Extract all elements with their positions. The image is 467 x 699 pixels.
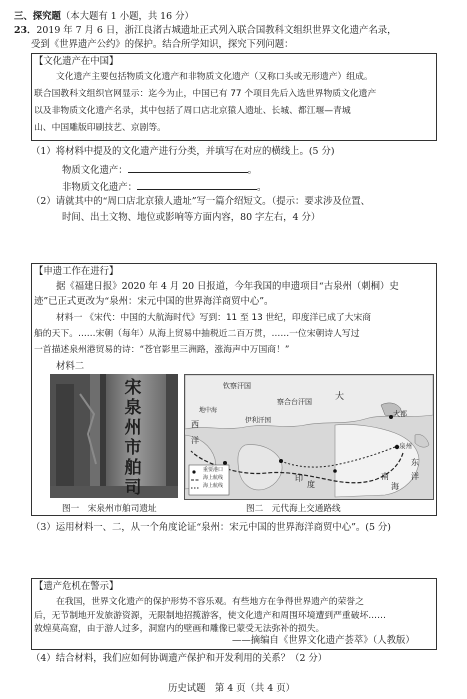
question-3: （3）运用材料一、二，从一个角度论证“泉州：宋元中国的世界海洋商贸中心”。(5 分) [31, 522, 391, 533]
figure-2-caption: 图二 元代海上交通路线 [246, 504, 341, 514]
question-stem-line-1: 23．2019 年 7 月 6 日，浙江良渚古城遗址正式列入联合国教科文组织世界文化遗产名录， [14, 25, 397, 36]
section-header [14, 11, 194, 23]
map-label-hai-2: 海 [391, 482, 399, 491]
answer-blank-material[interactable] [128, 163, 248, 173]
map-label-dong: 东 [411, 458, 419, 467]
question-2-line-2: 时间、出土文物、地位或影响等方面内容，80 字左右，4 分） [62, 212, 321, 223]
source-citation: ——摘编自《世界文化遗产荟萃》（人教版） [232, 635, 415, 646]
question-4: （4）结合材料，我们应如何协调遗产保护和开发利用的关系？（2 分） [31, 653, 328, 664]
answer-line-intangible: 非物质文化遗产： 。 [62, 182, 267, 193]
map-label-kipchak: 钦察汗国 [223, 382, 251, 390]
material-box-application: 【申遗工作在进行】 据《福建日报》2020 年 4 月 20 日报道，今年我国的申遗项目“古泉州（刺桐）史 迹”已正式更改为“泉州：宋元中国的世界海洋商贸中心”。 材料一 《宋代：中国的大航海时代》写到：11 至 13 世纪，印度洋已成了大宋商 船的天下。……宋朝（每年）从海上贸易中抽税近二百万贯，……一位宋朝诗人写过 一首描述泉州港贸易的诗：“苍官影里三洲路，涨海声中万国商！” 材料二 宋泉州市舶司 重要港口 海上航线 海上航线 钦察汗国 察合台汗国 伊利汗国 大都 泉州 大 西 洋 印 度 地中海 东 洋 南 海 图一 宋泉州市舶司遗址 图二 元代海上交通路线 [31, 263, 437, 516]
answer-blank-intangible[interactable] [137, 180, 257, 190]
figure-1-photo [50, 374, 178, 498]
question-1: （1）将材料中提及的文化遗产进行分类，并填写在对应的横线上。(5 分) [31, 146, 335, 157]
map-label-yang: 洋 [191, 436, 199, 445]
stele-photo-illustration [50, 374, 178, 498]
stele-inscription: 宋泉州市舶司 [124, 378, 142, 498]
material-2-label: 材料二 [56, 361, 85, 372]
answer-line-material: 物质文化遗产： 。 [62, 165, 258, 176]
section-title: 三、探究题 [14, 11, 61, 22]
map-label-da: 大 [335, 392, 345, 402]
map-label-dadu: 大都 [393, 410, 407, 418]
map-label-quanzhou: 泉州 [399, 442, 412, 450]
map-label-nan: 南 [381, 472, 389, 481]
box-title: 【申遗工作在进行】 [34, 266, 119, 277]
box-title: 【遗产危机在警示】 [34, 581, 119, 592]
question-stem-line-2: 受到《世界遗产公约》的保护。结合所学知识，探究下列问题： [31, 39, 294, 50]
map-label-mediterranean: 地中海 [199, 407, 218, 414]
map-label-yin: 印 [295, 474, 303, 483]
map-label-chagatai: 察合台汗国 [277, 398, 312, 406]
page-footer: 历史试题 第 4 页（共 4 页） [168, 683, 295, 694]
figure-1-caption: 图一 宋泉州市舶司遗址 [62, 504, 157, 514]
box-title: 【文化遗产在中国】 [34, 56, 119, 67]
map-label-xi: 西 [191, 420, 199, 429]
map-label-hai: 洋 [411, 472, 419, 481]
map-label-du: 度 [307, 480, 315, 489]
question-2-line-1: （2）请就其中的“周口店北京猿人遗址”写一篇介绍短文。（提示：要求涉及位置、 [31, 196, 370, 207]
map-legend: 重要港口 海上航线 海上航线 [203, 467, 224, 489]
question-number: 23． [14, 25, 37, 36]
section-note: （本大题有 1 小题，共 16 分） [60, 11, 194, 22]
material-box-heritage-in-china: 【文化遗产在中国】 文化遗产主要包括物质文化遗产和非物质文化遗产（又称口头或无形遗产）组成。 联合国教科文组织官网显示：迄今为止，中国已有 77 个项目先后入选世界物质文化遗产 以及非物质文化遗产名录，其中包括了周口店北京猿人遗址、长城、都江堰—青城 山、中国雕版印刷技艺、京剧等。 [31, 53, 437, 141]
map-label-ilkhanate: 伊利汗国 [245, 416, 271, 424]
material-box-heritage-crisis: 【遗产危机在警示】 在我国，世界文化遗产的保护形势不容乐观。有些地方在争得世界遗产的荣誉之 后，无节制地开发旅游资源，无限制地招揽游客，使文化遗产和周围环境遭到严重破坏…… 敦煌莫高窟，由于游人过多，洞窟内的壁画和雕像已蒙受无法弥补的损失。 ——摘编自《世界文化遗产荟萃》（人教版） [31, 578, 437, 650]
figure-2-map [184, 374, 434, 500]
